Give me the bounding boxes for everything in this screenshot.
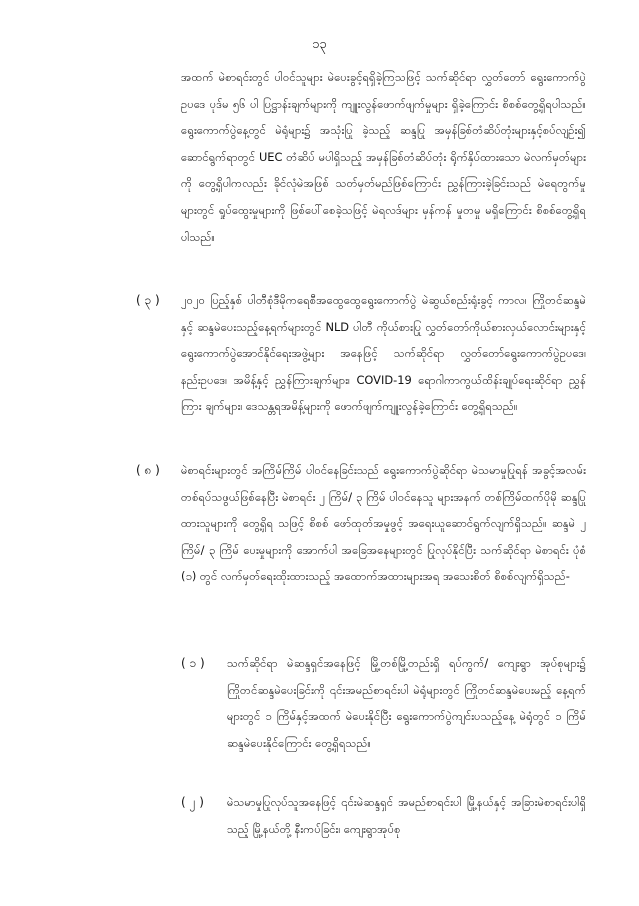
paragraph-continuation: အထက် မဲစာရင်းတွင် ပါဝင်သူများ မဲပေးခွင့်ရရှိခဲ့ကြသဖြင့် သက်ဆိုင်ရာ လွှတ်တော် ရွေးကောက်ပွဲဥပဒေ ပုဒ်မ ၅၆ ပါ ပြဋ္ဌာန်းချက်များကို ကျူးလွန်ဖောက်ဖျက်မှုများ ရှိခဲ့ကြောင်း စိစစ်တွေ့ရှိရပါသည်။ ရွေးကောက်ပွဲနေ့တွင် မဲရုံများ၌ အသုံးပြု ခဲ့သည့် ဆန္ဒပြု အမှန်ခြစ်တံဆိပ်တုံးများနှင့်စပ်လျဉ်း၍ ဆောင်ရွက်ရာတွင် UEC တံဆိပ် မပါရှိသည့် အမှန်ခြစ်တံဆိပ်တုံး ရိုက်နှိပ်ထားသော မဲလက်မှတ်များကို တွေ့ရှိပါကလည်း ခိုင်လုံမဲအဖြစ် သတ်မှတ်မည်ဖြစ်ကြောင်း ညွှန်ကြားခဲ့ခြင်းသည် မဲရေတွက်မှုများတွင် ရှုပ်ထွေးမှုများကို ဖြစ်ပေါ်စေခဲ့သဖြင့် မဲရလဒ်များ မှန်ကန် မှုတမှု မရှိကြောင်း စိစစ်တွေ့ရှိရပါသည်။ xyxy=(181,70,586,244)
paragraph-subitem-1: သက်ဆိုင်ရာ မဲဆန္ဒရှင်အနေဖြင့် မြို့တစ်မြို့တည်းရှိ ရပ်ကွက်/ ကျေးရွာ အုပ်စုများ၌ ကြိုတင်ဆန္ဒမဲပေးခြင်းကို ၎င်းအမည်စာရင်းပါ မဲရုံများတွင် ကြိုတင်ဆန္ဒမဲပေးမည့် နေ့ရက်များတွင် ၁ ကြိမ်နှင့်အထက် မဲပေးနိုင်ပြီး ရွေးကောက်ပွဲကျင်းပသည့်နေ့ မဲရုံတွင် ၁ ကြိမ် ဆန္ဒမဲပေးနိုင်ကြောင်း တွေ့ရှိရသည်။ xyxy=(227,656,586,750)
paragraph-subitem-2: မဲသမာမှုပြုလုပ်သူအနေဖြင့် ၎င်းမဲဆန္ဒရှင် အမည်စာရင်းပါ မြို့နယ်နှင့် အခြားမဲစာရင်းပါရှိသည့် မြို့နယ်တို့ နီးကပ်ခြင်း၊ ကျေးရွာအုပ်စု xyxy=(227,795,586,836)
item-label-8: ( ၈ ) xyxy=(136,463,160,477)
subitem-label-1: ( ၁ ) xyxy=(181,656,205,670)
subitem-label-2: ( ၂ ) xyxy=(181,795,204,809)
paragraph-item-3: ၂၀၂၀ ပြည့်နှစ် ပါတီစုံဒီမိုကရေစီအထွေထွေရွေးကောက်ပွဲ မဲဆွယ်စည်းရုံးခွင့် ကာလ၊ ကြိုတင်ဆန္ဒမဲနှင့် ဆန္ဒမဲပေးသည့်နေ့ရက်များတွင် NLD ပါတီ ကိုယ်စားပြု လွှတ်တော်ကိုယ်စားလှယ်လောင်းများနှင့် ရွေးကောက်ပွဲအောင်နိုင်ရေးအဖွဲ့များ အနေဖြင့် သက်ဆိုင်ရာ လွှတ်တော်ရွေးကောက်ပွဲဥပဒေ၊ နည်းဥပဒေ၊ အမိန့်နှင့် ညွှန်ကြားချက်များ၊ COVID-19 ရောဂါကာကွယ်ထိန်းချုပ်ရေးဆိုင်ရာ ညွှန်ကြား ချက်များ၊ ဒေသန္တရအမိန့်များကို ဖောက်ဖျက်ကျူးလွန်ခဲ့ကြောင်း တွေ့ရှိရသည်။ xyxy=(181,293,586,414)
paragraph-item-8: မဲစာရင်းများတွင် အကြိမ်ကြိမ် ပါဝင်နေခြင်းသည် ရွေးကောက်ပွဲဆိုင်ရာ မဲသမာမှုပြုရန် အခွင့်အလမ်းတစ်ရပ်သဖွယ်ဖြစ်နေပြီး မဲစာရင်း ၂ ကြိမ်/ ၃ ကြိမ် ပါဝင်နေသူ များအနက် တစ်ကြိမ်ထက်ပိုမို ဆန္ဒပြုထားသူများကို တွေ့ရှိရ သဖြင့် စိစစ် ဖော်ထုတ်အမှုဖွင့် အရေးယူဆောင်ရွက်လျက်ရှိသည်။ ဆန္ဒမဲ ၂ ကြိမ်/ ၃ ကြိမ် ပေးမှုများကို အောက်ပါ အခြေအနေများတွင် ပြုလုပ်နိုင်ပြီး သက်ဆိုင်ရာ မဲစာရင်း ပုံစံ (၁) တွင် လက်မှတ်ရေးထိုးထားသည့် အထောက်အထားများအရ အသေးစိတ် စိစစ်လျက်ရှိသည်- xyxy=(181,463,586,584)
page-number: ၁၃ xyxy=(312,37,327,52)
item-label-3: ( ၃ ) xyxy=(136,293,160,307)
